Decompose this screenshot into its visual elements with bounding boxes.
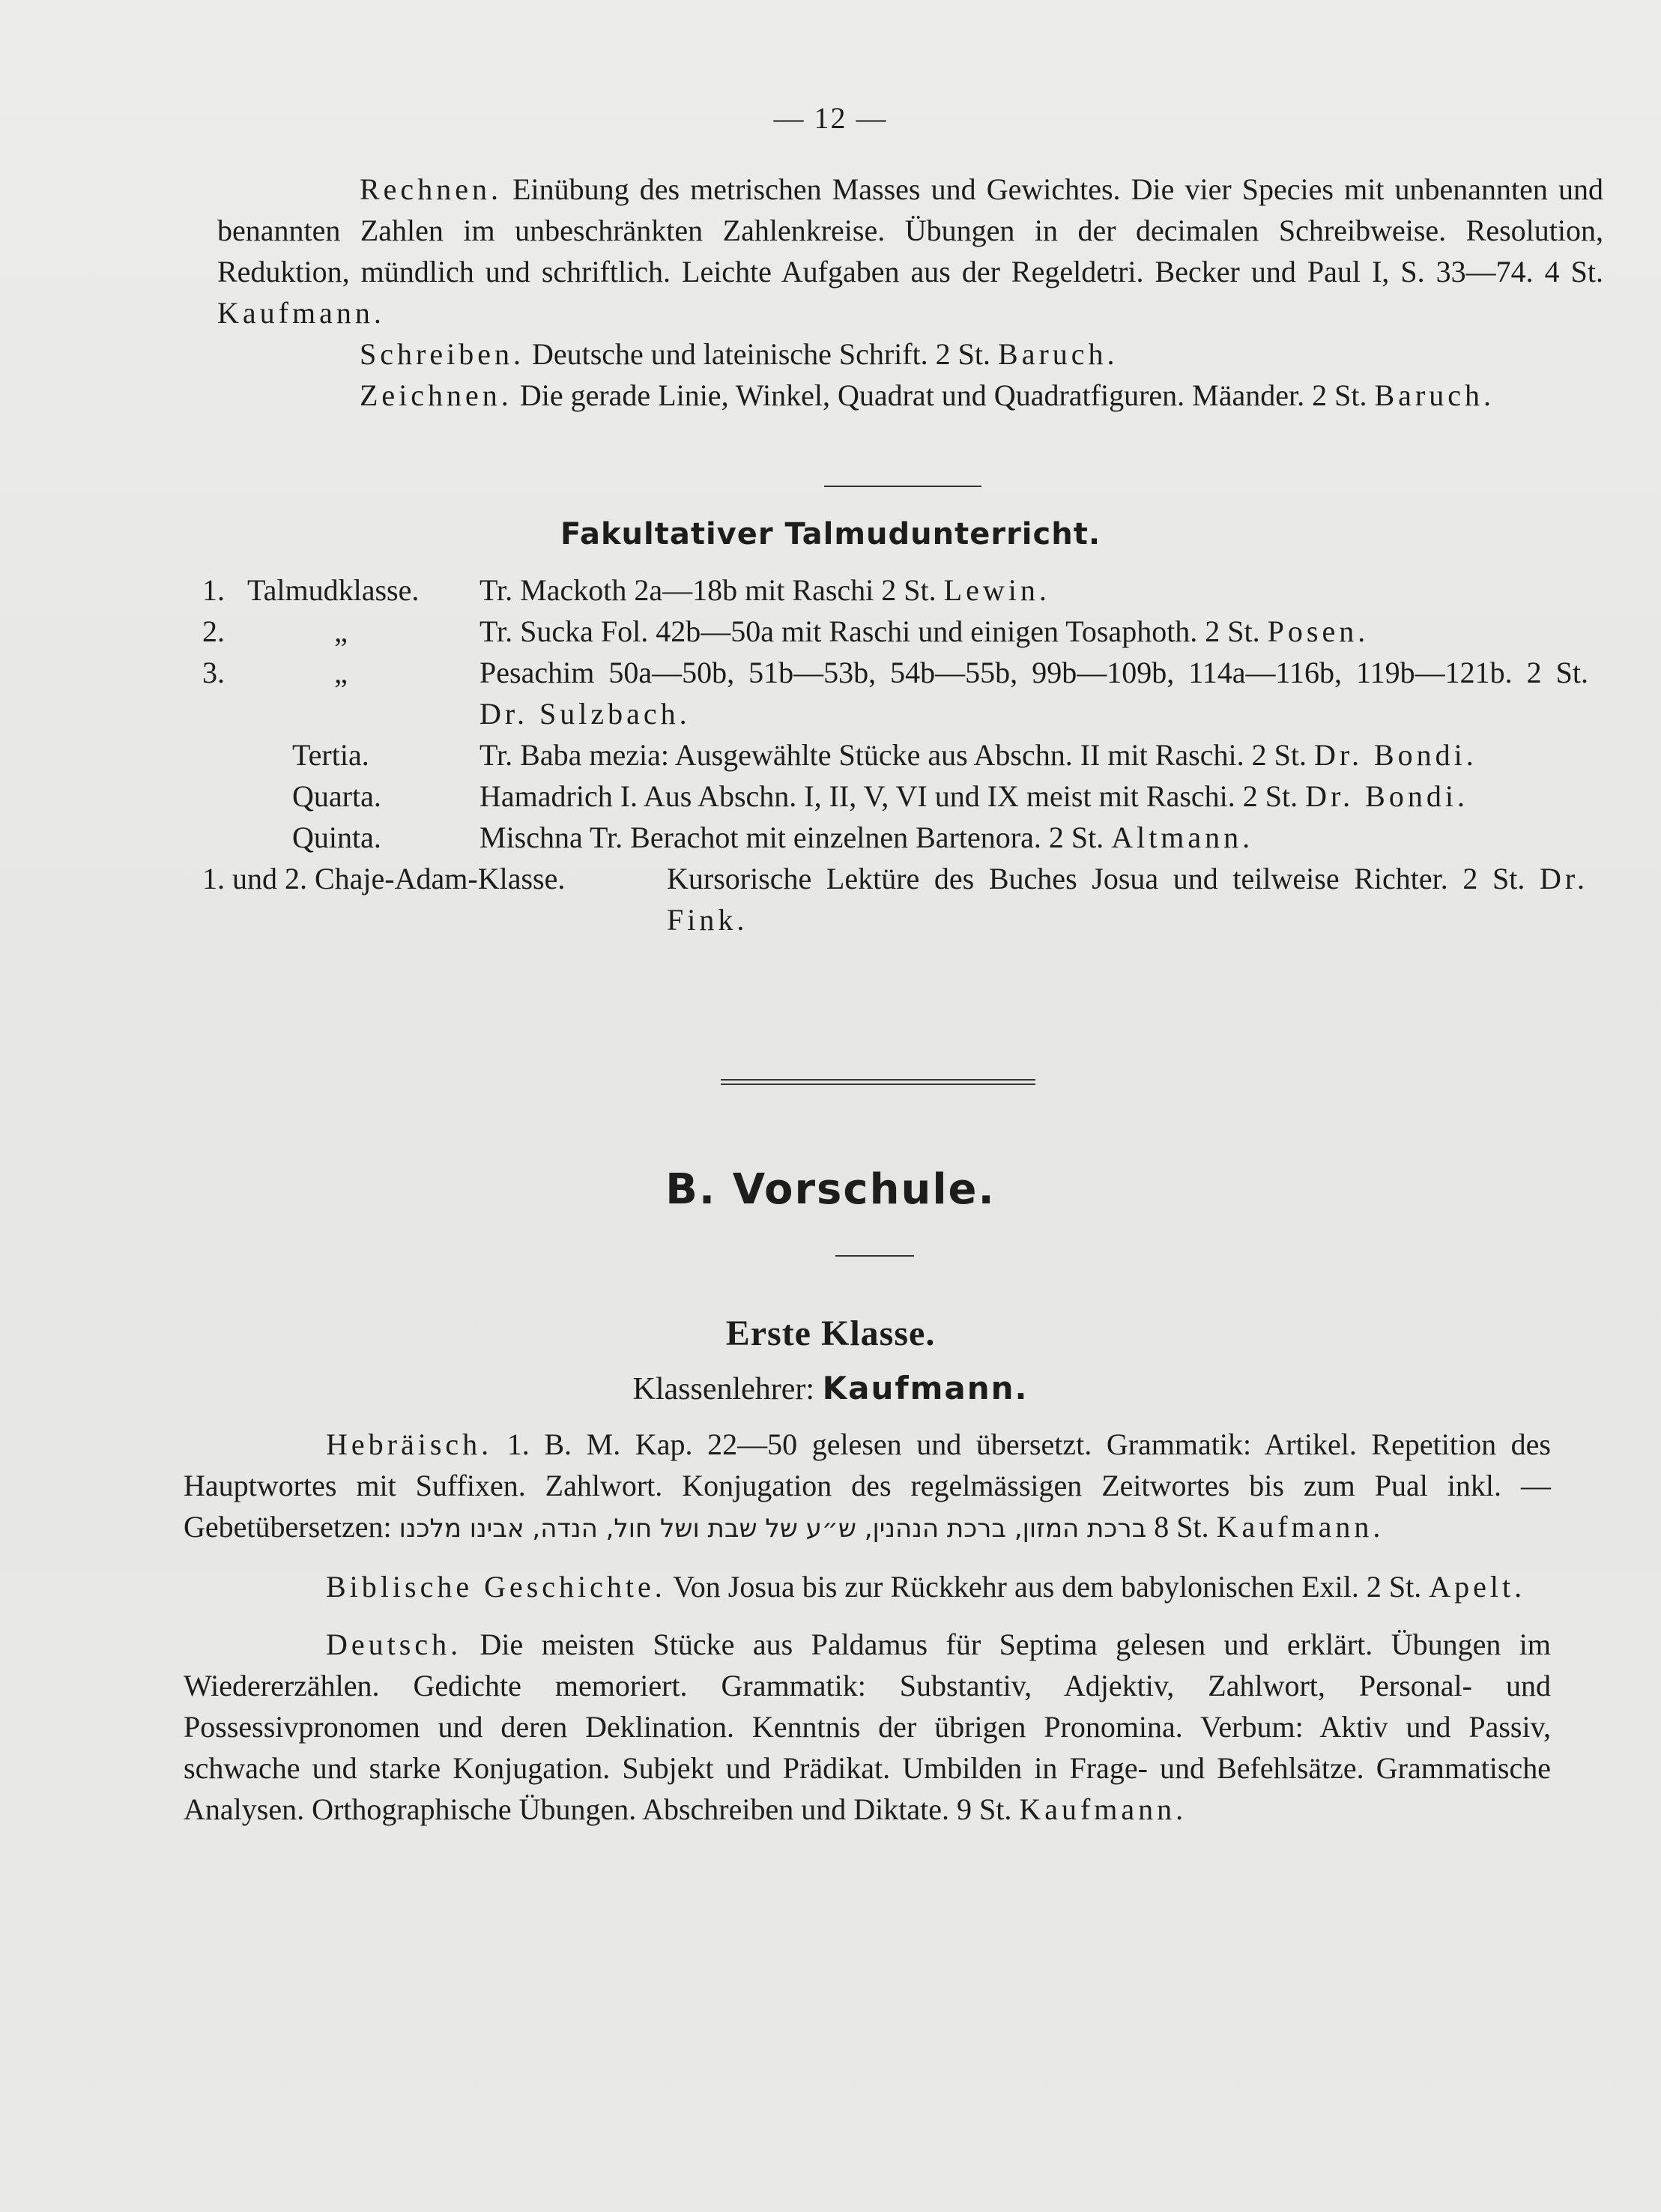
vorschule-heading: B. Vorschule. [665,1165,996,1214]
talmud-row [202,611,1588,652]
zeichnen-teacher: Baruch. [1374,378,1495,412]
row-text: Mischna Tr. Berachot mit einzelnen Bartenora. 2 St. [479,821,1104,854]
top-section [217,169,1603,416]
vorschule-body [184,1424,1551,1830]
row-text-wrap [479,734,1588,776]
row-label: Tertia. [292,738,369,772]
deutsch-paragraph [184,1624,1551,1830]
talmud-row [202,569,1588,611]
deutsch-text: Die meisten Stücke aus Paldamus für Septima gelesen und erklärt. Übungen im Wiedererzählen. Gedichte memoriert. Grammatik: Substantiv, Adjektiv, Zahlwort, Personal- und Possessivpronomen und deren Deklination. Kenntnis der übrigen Pronomina. Verbum: Aktiv und Passiv, schwache und starke Konjugation. Subjekt und Prädikat. Umbilden in Frage- und Befehlsätze. Grammatische Analysen. Orthographische Übungen. Abschreiben und Diktate. 9 St. [184,1628,1552,1826]
row-number [202,776,247,817]
section-divider [824,486,981,487]
biblische-paragraph [184,1566,1551,1607]
rechnen-label: Rechnen. [360,172,502,206]
rechnen-paragraph [217,169,1603,333]
row-label: Quinta. [292,821,381,854]
schreiben-paragraph [217,333,1603,375]
row-number: 2. [202,614,225,648]
row-text-wrap [667,858,1588,940]
talmud-row [202,817,1588,858]
double-rule-divider [721,1079,1035,1085]
row-text: Hamadrich I. Aus Abschn. I, II, V, VI und IX meist mit Raschi. 2 St. [479,779,1298,813]
row-text-wrap [479,776,1588,817]
row-label: 1. und 2. Chaje-Adam-Klasse. [202,862,566,895]
row-teacher: Altmann. [1111,821,1254,854]
hebraeisch-label: Hebräisch. [326,1427,493,1461]
row-teacher: Posen. [1267,614,1370,648]
rechnen-teacher: Kaufmann. [217,296,385,330]
row-text: Tr. Baba mezia: Ausgewählte Stücke aus Abschn. II mit Raschi. 2 St. [479,738,1307,772]
row-teacher: Dr. Bondi. [1313,738,1477,772]
row-label: „ [334,656,348,689]
klassenlehrer-name: Kaufmann. [822,1370,1029,1406]
biblische-teacher: Apelt. [1429,1570,1526,1604]
schreiben-label: Schreiben. [360,337,524,371]
zeichnen-text: Die gerade Linie, Winkel, Quadrat und Quadratfiguren. Mäander. 2 St. [519,378,1367,412]
schreiben-text: Deutsche und lateinische Schrift. 2 St. [531,337,991,371]
hebrew-prayer-list: ברכת המזון, ברכת הנהנין, ש״ע של שבת ושל חול, הנדה, אבינו מלכנו [399,1514,1147,1544]
row-text-wrap [479,569,1588,611]
hebraeisch-hours: 8 St. [1154,1510,1209,1544]
deutsch-teacher: Kaufmann. [1019,1792,1187,1826]
row-text-wrap [479,652,1588,734]
schreiben-teacher: Baruch. [998,337,1119,371]
biblische-text: Von Josua bis zur Rückkehr aus dem babylonischen Exil. 2 St. [673,1570,1422,1604]
row-teacher: Lewin. [943,573,1050,607]
row-number [202,734,247,776]
hebraeisch-text: 1. B. M. Kap. 22—50 gelesen und übersetzt. Grammatik: Artikel. Repetition des Hauptwortes mit Suffixen. Zahlwort. Konjugation des regelmässigen Zeitwortes bis zum Pual inkl. — Gebetübersetzen: [184,1427,1551,1544]
class-heading: Erste Klasse. [725,1314,936,1353]
zeichnen-paragraph [217,375,1603,416]
hebraeisch-teacher: Kaufmann. [1216,1510,1385,1544]
row-label: Quarta. [292,779,381,813]
row-number [202,817,247,858]
biblische-label: Biblische Geschichte. [326,1570,666,1604]
talmud-row [202,776,1588,817]
rechnen-text: Einübung des metrischen Masses und Gewichtes. Die vier Species mit unbenannten und benannten Zahlen im unbeschränkten Zahlenkreise. Übungen in der decimalen Schreibweise. Resolution, Reduktion, mündlich und schriftlich. Leichte Aufgaben aus der Regeldetri. Becker und Paul I, S. 33—74. 4 St. [217,172,1603,288]
row-teacher: Dr. Sulzbach. [479,697,691,731]
row-text: Tr. Mackoth 2a—18b mit Raschi 2 St. [479,573,937,607]
row-teacher: Dr. Fink. [667,862,1589,937]
heading-rule [835,1255,914,1257]
page-number: — 12 — [773,101,888,135]
zeichnen-label: Zeichnen. [360,378,512,412]
talmud-row [202,652,1588,734]
row-text: Tr. Sucka Fol. 42b—50a mit Raschi und einigen Tosaphoth. 2 St. [479,614,1260,648]
talmud-row [202,858,1588,940]
klassenlehrer-label: Klassenlehrer: [632,1372,815,1406]
deutsch-label: Deutsch. [326,1628,462,1661]
row-text: Kursorische Lektüre des Buches Josua und teilweise Richter. 2 St. [667,862,1525,895]
row-teacher: Dr. Bondi. [1305,779,1468,813]
row-label: „ [334,614,348,648]
row-text-wrap [479,817,1588,858]
talmud-table [202,569,1588,940]
row-text-wrap [479,611,1588,652]
row-number: 1. [202,573,225,607]
talmud-heading: Fakultativer Talmudunterricht. [560,517,1101,552]
row-text: Pesachim 50a—50b, 51b—53b, 54b—55b, 99b—109b, 114a—116b, 119b—121b. 2 St. [479,656,1588,689]
klassenlehrer-line [0,1370,1661,1407]
row-label: Talmudklasse. [247,573,420,607]
hebraeisch-paragraph [184,1424,1551,1550]
row-number: 3. [202,656,225,689]
talmud-row [202,734,1588,776]
